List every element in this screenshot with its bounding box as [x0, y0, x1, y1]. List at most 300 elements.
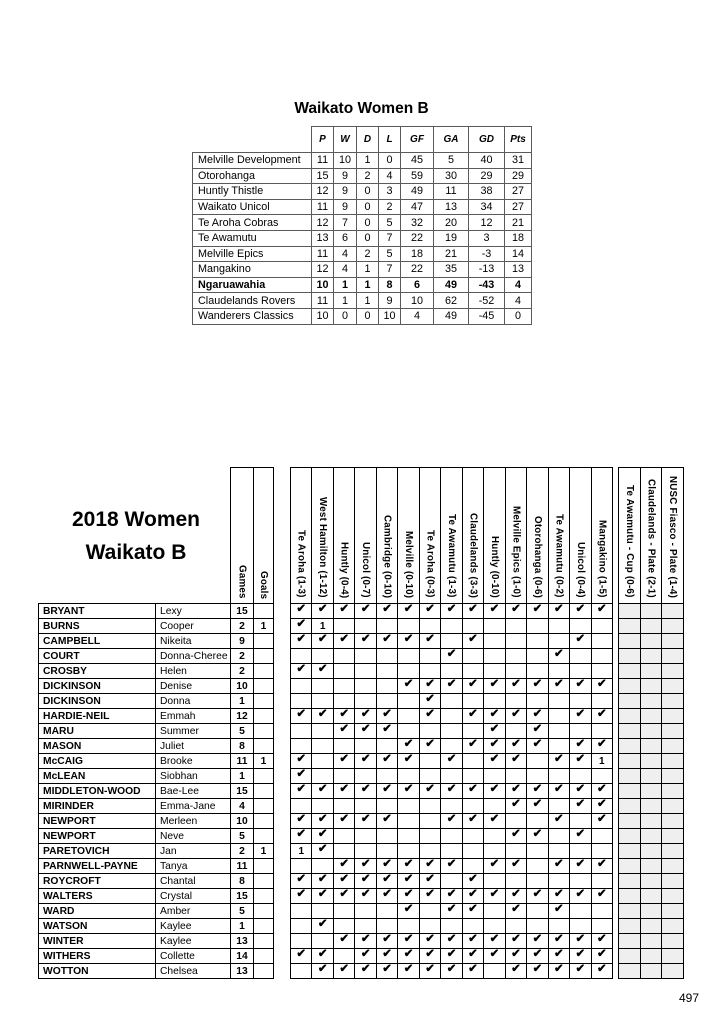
check-icon: ✔ — [360, 709, 371, 721]
attendance-cell — [377, 799, 398, 814]
check-icon: ✔ — [425, 634, 435, 646]
cup-cell — [662, 874, 684, 889]
player-goals — [254, 649, 274, 664]
attendance-cell — [506, 859, 527, 874]
cup-cell — [619, 829, 641, 844]
attendance-cell — [441, 649, 462, 664]
check-icon: ✔ — [468, 814, 478, 826]
team-name: Ngaruawahia — [193, 277, 312, 293]
cup-cell — [641, 859, 663, 874]
league-table-title: Waikato Women B — [294, 100, 429, 117]
player-surname: NEWPORT — [39, 829, 156, 844]
check-icon: ✔ — [296, 949, 307, 961]
attendance-cell — [463, 604, 484, 619]
attendance-cell — [570, 784, 591, 799]
check-icon: ✔ — [425, 709, 435, 721]
match-header — [570, 468, 591, 604]
check-icon: ✔ — [382, 964, 392, 976]
team-name: Waikato Unicol — [193, 199, 312, 215]
stat-value: -3 — [469, 246, 505, 262]
attendance-cell — [312, 619, 333, 634]
check-icon: ✔ — [489, 604, 500, 616]
team-name: Mangakino — [193, 262, 312, 278]
attendance-title-line1: 2018 Women — [72, 508, 200, 531]
check-icon: ✔ — [532, 934, 543, 946]
attendance-cell — [420, 949, 441, 964]
player-games: 1 — [231, 919, 254, 934]
attendance-cell — [291, 799, 312, 814]
team-name: Claudelands Rovers — [193, 293, 312, 309]
check-icon: ✔ — [554, 859, 564, 871]
cup-cell — [619, 784, 641, 799]
attendance-cell — [291, 859, 312, 874]
attendance-cell — [484, 904, 505, 919]
stat-value: 0 — [357, 199, 379, 215]
check-icon: ✔ — [468, 634, 478, 646]
attendance-cell — [549, 829, 570, 844]
cup-cell — [619, 814, 641, 829]
check-icon: ✔ — [339, 784, 349, 796]
player-goals — [254, 949, 274, 964]
attendance-cell — [398, 604, 419, 619]
attendance-cell — [484, 619, 505, 634]
attendance-cell — [334, 604, 355, 619]
attendance-cell — [312, 919, 333, 934]
check-icon: ✔ — [339, 934, 349, 946]
attendance-cell — [420, 829, 441, 844]
check-icon: ✔ — [296, 604, 307, 616]
player-firstname: Tanya — [156, 859, 231, 874]
check-icon: ✔ — [489, 934, 500, 946]
stat-value: 0 — [334, 308, 357, 324]
attendance-cell — [312, 904, 333, 919]
attendance-cell — [355, 784, 376, 799]
check-icon: ✔ — [596, 739, 607, 751]
player-surname: MASON — [39, 739, 156, 754]
stat-value: 29 — [505, 168, 532, 184]
cup-cell — [619, 949, 641, 964]
attendance-cell — [441, 694, 462, 709]
attendance-cell — [291, 769, 312, 784]
check-icon: ✔ — [532, 724, 543, 736]
league-row — [193, 199, 532, 215]
stat-value: 9 — [334, 184, 357, 200]
attendance-cell — [592, 739, 613, 754]
cup-cell — [619, 904, 641, 919]
check-icon: ✔ — [489, 889, 500, 901]
attendance-cell — [592, 874, 613, 889]
attendance-cell — [527, 874, 548, 889]
attendance-cell — [334, 634, 355, 649]
player-goals — [254, 859, 274, 874]
stat-value: 11 — [312, 246, 334, 262]
attendance-cell — [377, 874, 398, 889]
league-row — [193, 246, 532, 262]
attendance-cell — [549, 754, 570, 769]
attendance-cell — [420, 649, 441, 664]
player-firstname: Chantal — [156, 874, 231, 889]
match-header — [592, 468, 613, 604]
stat-value: 4 — [334, 246, 357, 262]
player-goals: 1 — [254, 754, 274, 769]
attendance-cell — [377, 949, 398, 964]
cup-cell — [641, 934, 663, 949]
stat-value: 59 — [401, 168, 434, 184]
match-attendance-grid — [290, 467, 613, 979]
attendance-cell — [570, 829, 591, 844]
attendance-cell — [420, 874, 441, 889]
attendance-cell — [377, 679, 398, 694]
check-icon: ✔ — [511, 799, 521, 811]
player-goals — [254, 784, 274, 799]
attendance-cell — [506, 679, 527, 694]
attendance-cell — [506, 739, 527, 754]
attendance-cell — [312, 949, 333, 964]
cup-cell — [641, 709, 663, 724]
check-icon: ✔ — [575, 934, 586, 946]
attendance-cell — [570, 694, 591, 709]
player-goals — [254, 664, 274, 679]
attendance-cell — [592, 619, 613, 634]
check-icon: ✔ — [596, 964, 607, 976]
attendance-cell — [506, 904, 527, 919]
check-icon: ✔ — [489, 814, 500, 826]
match-header-label: Cambridge (0-10) — [381, 514, 393, 598]
check-icon: ✔ — [296, 754, 307, 766]
attendance-cell — [506, 814, 527, 829]
check-icon: ✔ — [339, 814, 349, 826]
attendance-cell — [398, 934, 419, 949]
attendance-cell — [570, 634, 591, 649]
attendance-cell — [420, 664, 441, 679]
attendance-cell — [420, 694, 441, 709]
stat-value: 1 — [334, 277, 357, 293]
check-icon: ✔ — [425, 604, 435, 616]
attendance-cell — [377, 919, 398, 934]
player-goals — [254, 709, 274, 724]
check-icon: ✔ — [339, 964, 349, 976]
check-icon: ✔ — [554, 814, 564, 826]
attendance-cell — [420, 934, 441, 949]
team-name: Wanderers Classics — [193, 308, 312, 324]
player-firstname: Chelsea — [156, 964, 231, 979]
stat-value: 13 — [312, 230, 334, 246]
attendance-cell — [334, 874, 355, 889]
attendance-cell — [441, 724, 462, 739]
check-icon: ✔ — [446, 904, 457, 916]
match-header-label: Melville (0-10) — [403, 530, 415, 598]
attendance-cell — [592, 829, 613, 844]
attendance-cell — [549, 904, 570, 919]
attendance-cell — [334, 769, 355, 784]
attendance-cell — [334, 784, 355, 799]
attendance-cell — [398, 889, 419, 904]
attendance-cell — [334, 664, 355, 679]
attendance-cell — [377, 604, 398, 619]
check-icon: ✔ — [596, 709, 607, 721]
attendance-cell — [355, 859, 376, 874]
attendance-cell — [549, 604, 570, 619]
check-icon: ✔ — [339, 874, 349, 886]
attendance-cell — [463, 799, 484, 814]
player-surname: NEWPORT — [39, 814, 156, 829]
attendance-cell — [355, 679, 376, 694]
attendance-cell — [527, 664, 548, 679]
check-icon: ✔ — [360, 814, 371, 826]
stat-value: 0 — [505, 308, 532, 324]
attendance-cell — [291, 724, 312, 739]
match-header — [377, 468, 398, 604]
stat-value: 31 — [505, 153, 532, 169]
check-icon: ✔ — [489, 679, 500, 691]
player-surname: WOTTON — [39, 964, 156, 979]
attendance-cell — [506, 694, 527, 709]
attendance-cell — [355, 964, 376, 979]
league-row — [193, 215, 532, 231]
attendance-cell — [592, 904, 613, 919]
attendance-cell — [527, 814, 548, 829]
attendance-cell — [291, 934, 312, 949]
attendance-cell — [463, 949, 484, 964]
attendance-cell — [592, 949, 613, 964]
stat-value: 7 — [379, 230, 401, 246]
attendance-cell — [506, 949, 527, 964]
attendance-cell — [377, 664, 398, 679]
attendance-cell — [527, 769, 548, 784]
attendance-cell — [398, 784, 419, 799]
check-icon: ✔ — [575, 679, 586, 691]
cup-cell — [662, 679, 684, 694]
cup-cell — [619, 859, 641, 874]
match-header-label: Unicol (0-7) — [360, 542, 372, 598]
cup-cell — [641, 664, 663, 679]
stat-value: -45 — [469, 308, 505, 324]
check-icon: ✔ — [532, 709, 543, 721]
attendance-cell — [570, 889, 591, 904]
player-games: 12 — [231, 709, 254, 724]
goal-count: 1 — [599, 755, 605, 767]
match-header — [291, 468, 312, 604]
attendance-cell — [527, 694, 548, 709]
stat-value: 20 — [434, 215, 469, 231]
attendance-cell — [592, 919, 613, 934]
check-icon: ✔ — [296, 709, 307, 721]
check-icon: ✔ — [403, 859, 414, 871]
player-games: 5 — [231, 724, 254, 739]
check-icon: ✔ — [489, 739, 500, 751]
cup-cell — [641, 829, 663, 844]
stat-value: 47 — [401, 199, 434, 215]
attendance-cell — [312, 739, 333, 754]
cup-cell — [641, 919, 663, 934]
check-icon: ✔ — [403, 889, 414, 901]
match-header — [441, 468, 462, 604]
attendance-cell — [398, 724, 419, 739]
player-firstname: Donna — [156, 694, 231, 709]
player-surname: HARDIE-NEIL — [39, 709, 156, 724]
attendance-cell — [420, 844, 441, 859]
attendance-cell — [291, 709, 312, 724]
attendance-cell — [463, 664, 484, 679]
cup-cell — [619, 874, 641, 889]
cup-cell — [619, 964, 641, 979]
attendance-cell — [592, 724, 613, 739]
attendance-cell — [420, 919, 441, 934]
stat-value: 22 — [401, 230, 434, 246]
player-surname: CAMPBELL — [39, 634, 156, 649]
attendance-cell — [484, 679, 505, 694]
attendance-cell — [377, 694, 398, 709]
attendance-cell — [355, 634, 376, 649]
attendance-cell — [441, 769, 462, 784]
player-goals — [254, 769, 274, 784]
attendance-cell — [334, 649, 355, 664]
attendance-cell — [484, 844, 505, 859]
attendance-cell — [570, 919, 591, 934]
check-icon: ✔ — [382, 889, 392, 901]
stat-value: 0 — [357, 215, 379, 231]
attendance-cell — [377, 859, 398, 874]
player-games: 1 — [231, 694, 254, 709]
attendance-cell — [334, 934, 355, 949]
check-icon: ✔ — [296, 874, 307, 886]
player-surname: MARU — [39, 724, 156, 739]
league-row — [193, 168, 532, 184]
attendance-cell — [463, 919, 484, 934]
cup-match-header — [619, 468, 641, 604]
attendance-cell — [355, 949, 376, 964]
attendance-cell — [291, 754, 312, 769]
attendance-cell — [592, 964, 613, 979]
stat-column-headers — [230, 467, 274, 604]
player-firstname: Neve — [156, 829, 231, 844]
attendance-cell — [441, 949, 462, 964]
player-surname: WARD — [39, 904, 156, 919]
cup-cell — [619, 709, 641, 724]
attendance-cell — [527, 934, 548, 949]
attendance-cell — [291, 619, 312, 634]
check-icon: ✔ — [596, 934, 607, 946]
attendance-cell — [355, 934, 376, 949]
check-icon: ✔ — [317, 874, 328, 886]
attendance-cell — [484, 754, 505, 769]
match-header-label: Te Aroha (1-3) — [295, 530, 307, 598]
cup-cell — [619, 889, 641, 904]
attendance-cell — [291, 964, 312, 979]
league-col-header: GA — [434, 127, 469, 153]
player-surname: PARETOVICH — [39, 844, 156, 859]
attendance-cell — [441, 874, 462, 889]
attendance-cell — [527, 619, 548, 634]
player-games: 5 — [231, 904, 254, 919]
attendance-cell — [570, 724, 591, 739]
attendance-cell — [527, 799, 548, 814]
check-icon: ✔ — [317, 889, 328, 901]
stat-value: -13 — [469, 262, 505, 278]
stat-value: 22 — [401, 262, 434, 278]
attendance-cell — [334, 949, 355, 964]
cup-cell — [662, 814, 684, 829]
check-icon: ✔ — [489, 709, 500, 721]
player-surname: WINTER — [39, 934, 156, 949]
stat-value: 2 — [357, 246, 379, 262]
attendance-cell — [506, 649, 527, 664]
check-icon: ✔ — [554, 904, 564, 916]
attendance-cell — [527, 829, 548, 844]
stat-value: 11 — [434, 184, 469, 200]
check-icon: ✔ — [317, 829, 328, 841]
stat-value: 13 — [505, 262, 532, 278]
attendance-cell — [570, 934, 591, 949]
attendance-cell — [291, 949, 312, 964]
check-icon: ✔ — [317, 949, 328, 961]
check-icon: ✔ — [468, 874, 478, 886]
attendance-cell — [420, 604, 441, 619]
attendance-cell — [570, 604, 591, 619]
attendance-cell — [463, 829, 484, 844]
attendance-cell — [355, 889, 376, 904]
attendance-cell — [506, 709, 527, 724]
attendance-cell — [506, 919, 527, 934]
attendance-cell — [312, 694, 333, 709]
attendance-cell — [592, 799, 613, 814]
attendance-cell — [441, 904, 462, 919]
check-icon: ✔ — [532, 604, 543, 616]
check-icon: ✔ — [446, 814, 457, 826]
check-icon: ✔ — [532, 799, 543, 811]
cup-cell — [662, 664, 684, 679]
player-name-grid — [38, 603, 274, 979]
player-goals — [254, 724, 274, 739]
check-icon: ✔ — [425, 739, 435, 751]
check-icon: ✔ — [425, 859, 435, 871]
cup-cell — [619, 769, 641, 784]
cup-cell — [619, 739, 641, 754]
check-icon: ✔ — [425, 784, 435, 796]
match-header-label: Mangakino (1-5) — [596, 520, 608, 598]
attendance-cell — [441, 859, 462, 874]
cup-cell — [662, 934, 684, 949]
attendance-cell — [420, 904, 441, 919]
stat-value: 19 — [434, 230, 469, 246]
attendance-cell — [398, 694, 419, 709]
stat-value: 4 — [401, 308, 434, 324]
attendance-cell — [592, 784, 613, 799]
attendance-cell — [549, 619, 570, 634]
cup-cell — [641, 649, 663, 664]
attendance-cell — [398, 799, 419, 814]
stat-value: 3 — [379, 184, 401, 200]
attendance-cell — [484, 964, 505, 979]
stat-header — [231, 468, 254, 604]
check-icon: ✔ — [382, 604, 392, 616]
attendance-cell — [355, 799, 376, 814]
player-firstname: Siobhan — [156, 769, 231, 784]
attendance-title-line2: Waikato B — [85, 541, 187, 564]
player-goals — [254, 934, 274, 949]
player-surname: ROYCROFT — [39, 874, 156, 889]
attendance-cell — [441, 964, 462, 979]
match-header-label: Melville Epics (1-0) — [510, 506, 522, 598]
check-icon: ✔ — [425, 694, 435, 706]
attendance-cell — [377, 739, 398, 754]
check-icon: ✔ — [360, 859, 371, 871]
attendance-cell — [506, 874, 527, 889]
attendance-cell — [377, 904, 398, 919]
attendance-cell — [355, 604, 376, 619]
attendance-cell — [291, 919, 312, 934]
player-goals: 1 — [254, 844, 274, 859]
